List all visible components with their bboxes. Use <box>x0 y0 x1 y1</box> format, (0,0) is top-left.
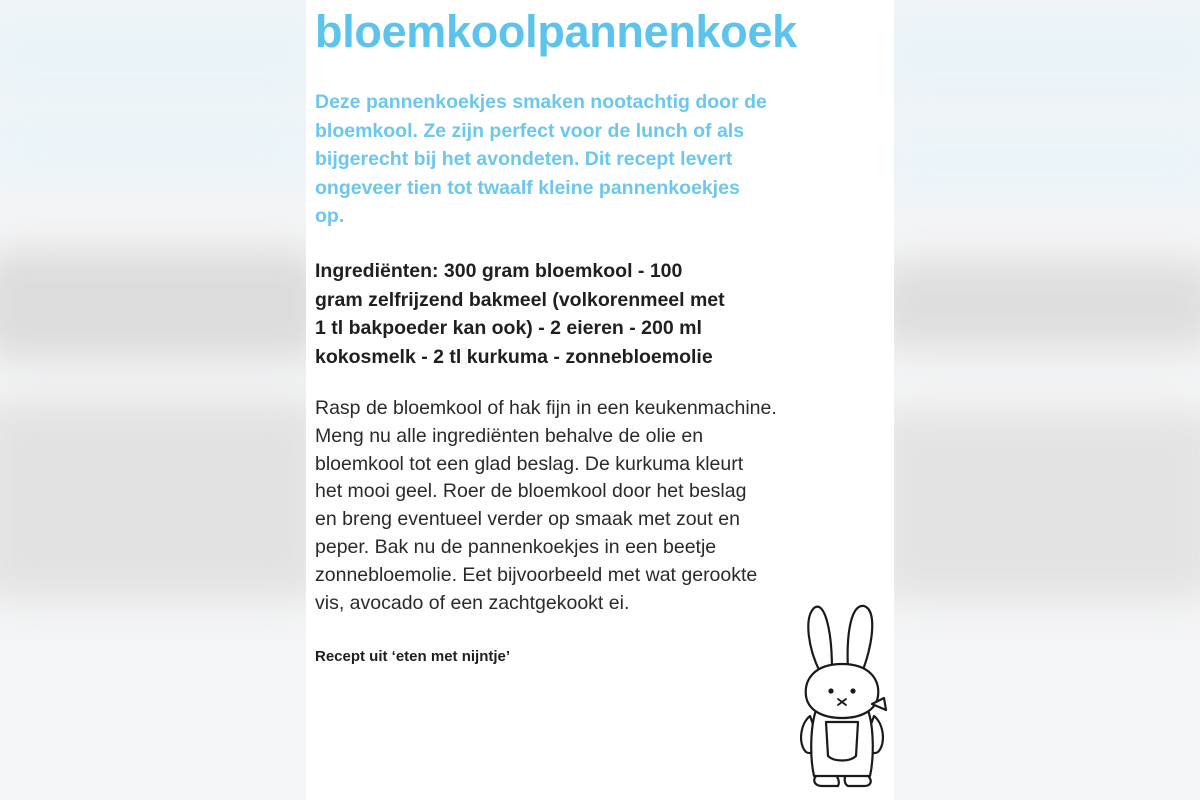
method-line: Meng nu alle ingrediënten behalve de olie en <box>315 424 704 447</box>
blurred-background-left <box>0 0 306 800</box>
ingredients-line: 1 tl bakpoeder kan ook) - 2 eieren - 200 ml <box>315 317 702 339</box>
ingredients-line: kokosmelk - 2 tl kurkuma - zonnebloemolie <box>315 345 713 368</box>
miffy-rabbit-icon <box>794 598 890 794</box>
method-line: en breng eventueel verder op smaak met zout en <box>315 508 740 531</box>
ingredients-list <box>315 257 875 371</box>
intro-line: op. <box>315 205 345 227</box>
blurred-background-right <box>894 0 1200 800</box>
intro-line: bijgerecht bij het avondeten. Dit recept levert <box>315 148 733 170</box>
ingredients-line: Ingrediënten: 300 gram bloemkool - 100 <box>315 260 683 282</box>
method-line: zonnebloemolie. Eet bijvoorbeeld met wat gerookte <box>315 563 758 586</box>
method-line: vis, avocado of een zachtgekookt ei. <box>315 591 630 614</box>
intro-line: Deze pannenkoekjes smaken nootachtig door de <box>315 91 767 113</box>
method-line: bloemkool tot een glad beslag. De kurkuma kleurt <box>315 452 744 475</box>
method-line: Rasp de bloemkool of hak fijn in een keukenmachine. <box>315 397 777 419</box>
recipe-intro <box>315 88 875 231</box>
method-text <box>315 395 875 617</box>
intro-line: bloemkool. Ze zijn perfect voor de lunch of als <box>315 119 745 142</box>
method-line: het mooi geel. Roer de bloemkool door het beslag <box>315 480 747 503</box>
recipe-title: bloemkoolpannenkoek <box>315 6 797 57</box>
recipe-source: Recept uit ‘eten met nijntje’ <box>315 648 511 665</box>
method-line: peper. Bak nu de pannenkoekjes in een beetje <box>315 535 717 558</box>
ingredients-line: gram zelfrijzend bakmeel (volkorenmeel met <box>315 288 725 311</box>
intro-line: ongeveer tien tot twaalf kleine pannenkoekjes <box>315 176 740 199</box>
recipe-page <box>306 0 894 800</box>
